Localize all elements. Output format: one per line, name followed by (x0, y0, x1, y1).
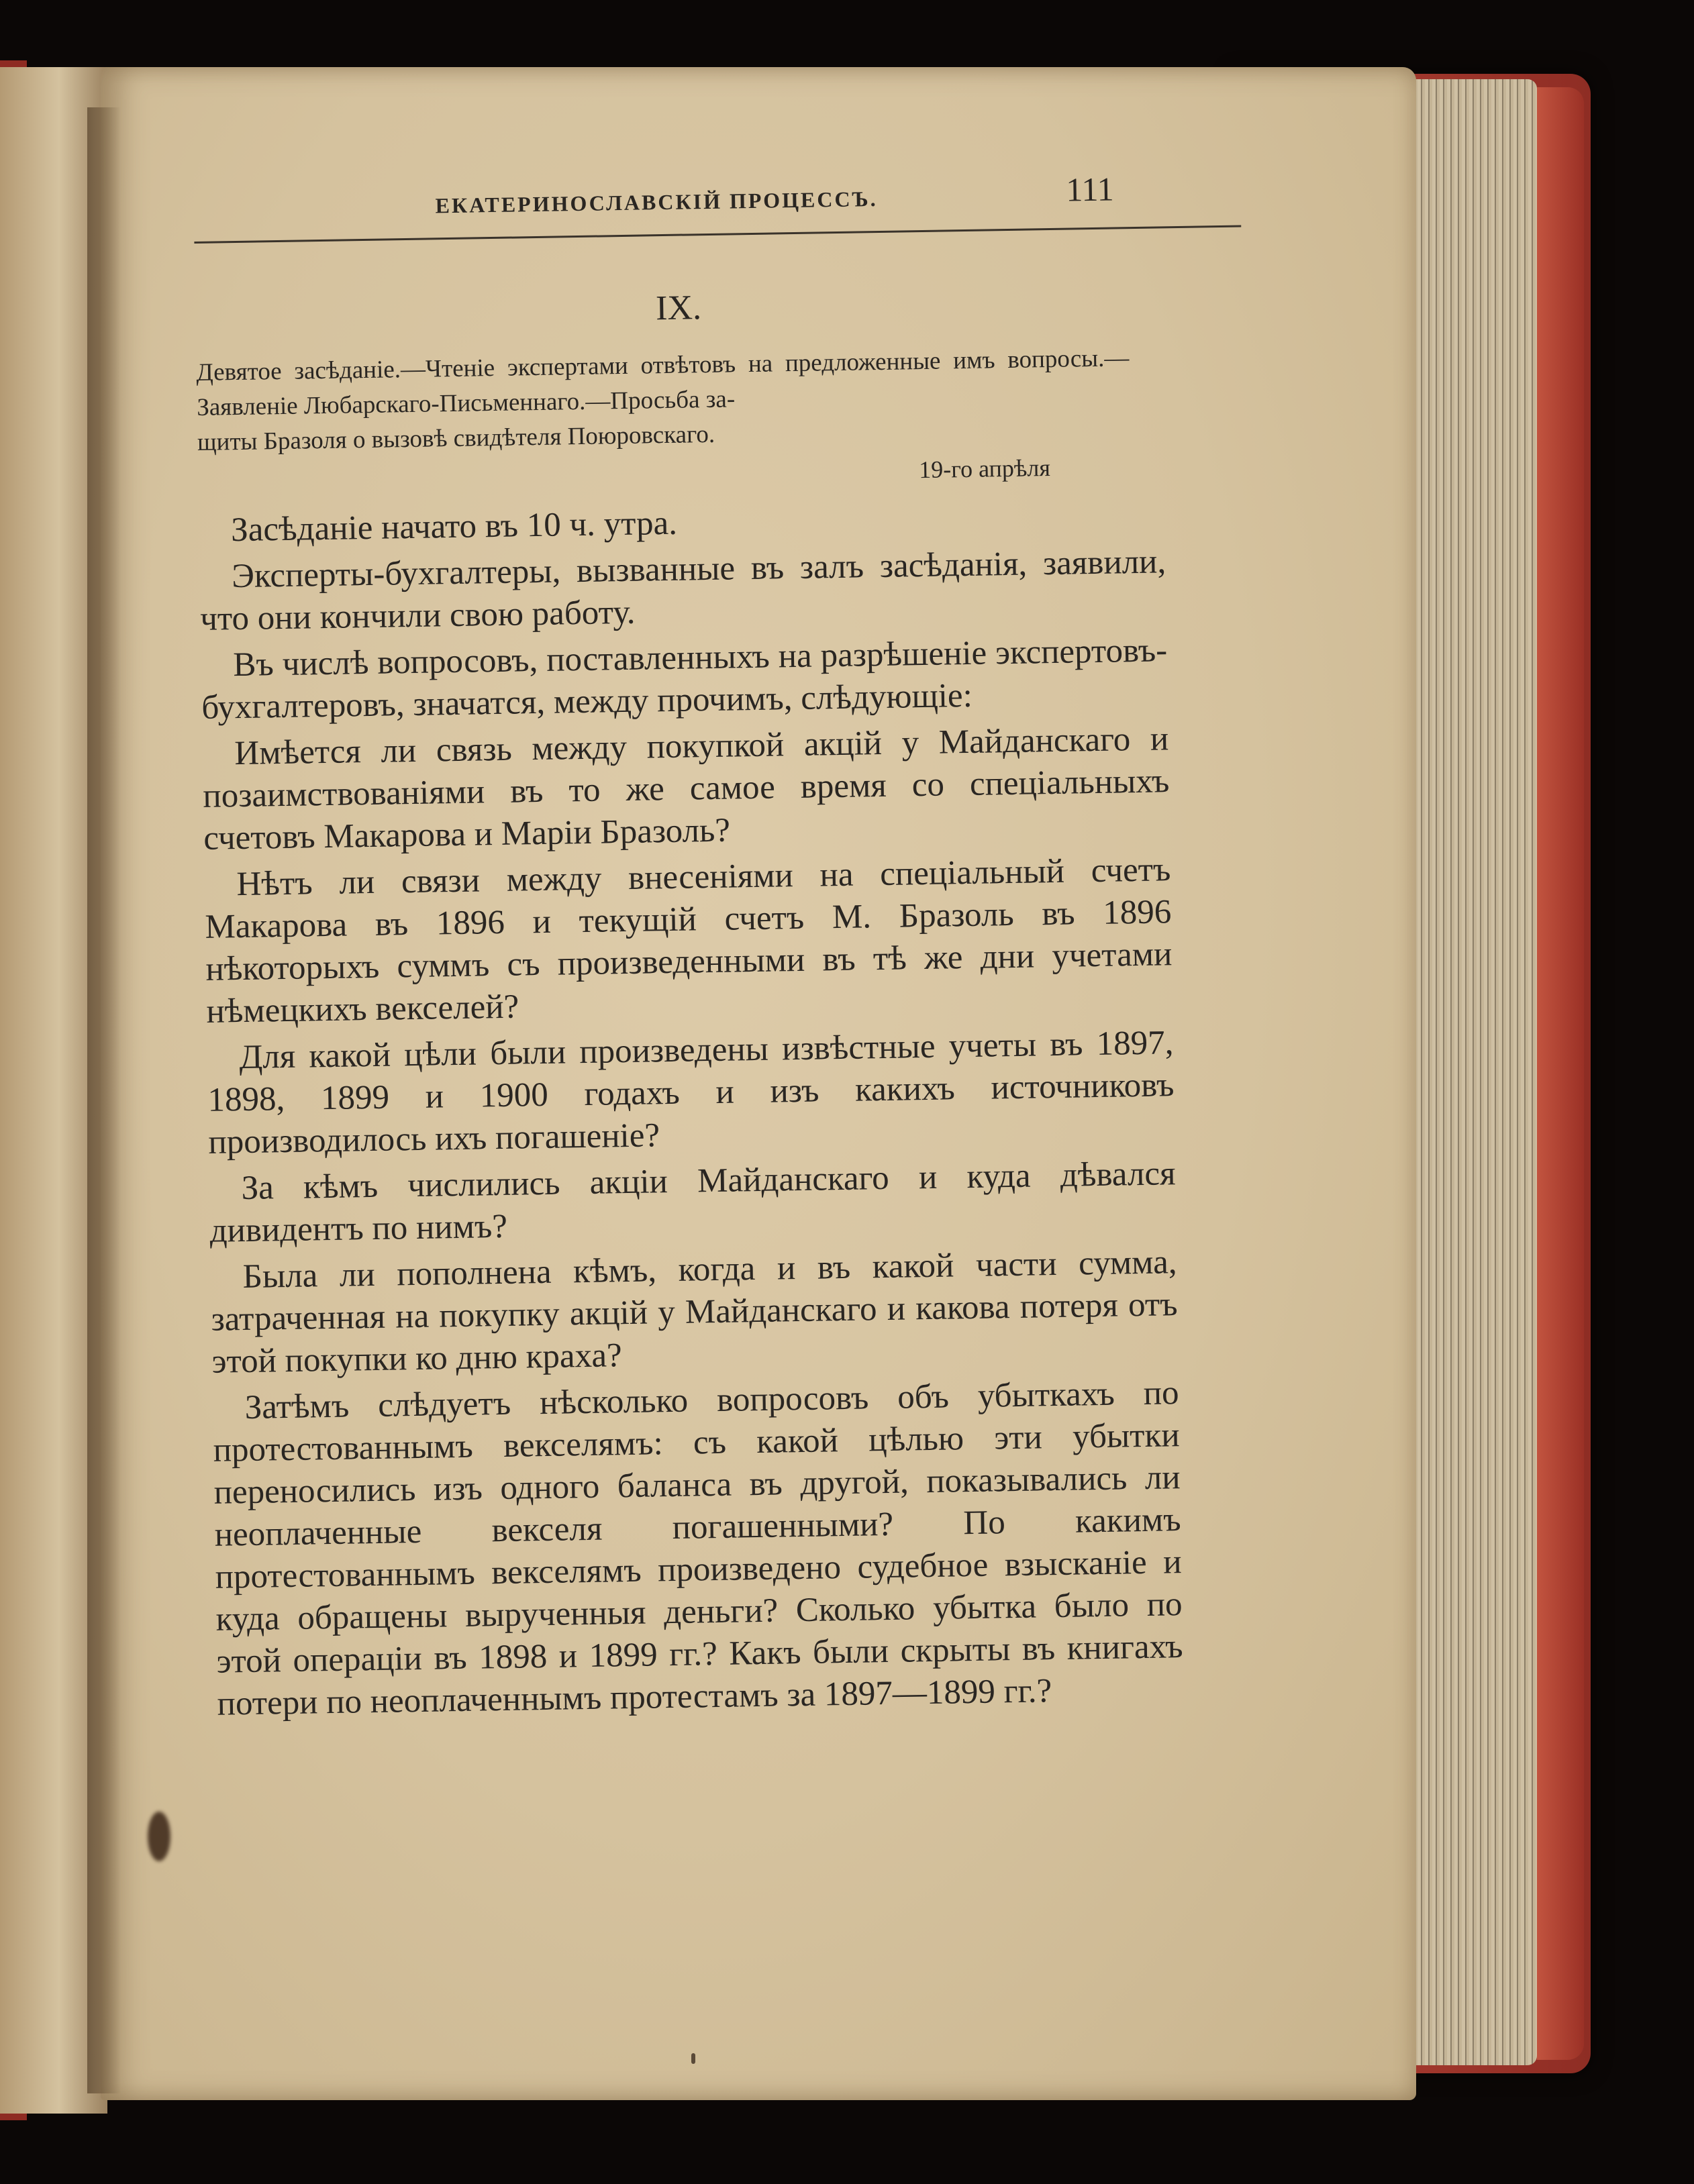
paragraph: За кѣмъ числились акціи Майданскаго и куда дѣвался дивидентъ по нимъ? (209, 1155, 1176, 1250)
page-gutter-shadow (87, 107, 121, 2093)
paragraph: Имѣется ли связь между покупкой акцій у Майданскаго и позаимствованіями въ то же самое время со спеціальныхъ счетовъ Макарова и Маріи Бразоль? (202, 720, 1170, 857)
page-edges (1403, 79, 1537, 2065)
paragraph: Въ числѣ вопросовъ, поставленныхъ на разрѣшеніе экспертовъ-бухгалтеровъ, значатся, между прочимъ, слѣдующіе: (201, 631, 1168, 727)
page-text-block (193, 164, 1264, 1729)
ink-stain (148, 1812, 170, 1861)
paper-fleck (691, 2053, 695, 2064)
paragraph: Эксперты-бухгалтеры, вызванные въ залъ засѣданія, заявили, что они кончили свою работу. (199, 543, 1166, 638)
synopsis-last: щиты Бразоля о вызовѣ свидѣтеля Поюровскаго. (197, 420, 715, 456)
session-date: 19-го апрѣля (918, 454, 1051, 484)
running-title: ЕКАТЕРИНОСЛАВСКІЙ ПРОЦЕССЪ. (435, 186, 878, 218)
chapter-number: IX. (655, 289, 702, 328)
book-page (101, 67, 1416, 2100)
paragraph: Засѣданіе начато въ 10 ч. утра. (230, 504, 678, 550)
running-head (193, 164, 1241, 243)
paragraph: Затѣмъ слѣдуетъ нѣсколько вопросовъ объ убыткахъ по протестованнымъ векселямъ: съ какой цѣлью эти убытки переносились изъ одного баланса въ другой, показывались ли неоплаченные векселя погашенными? По какимъ протестованнымъ векселямъ произведено судебное взысканіе и куда обращены вырученныя деньги? Сколько убытка было по этой операціи въ 1898 и 1899 гг.? Какъ были скрыты въ книгахъ потери по неоплаченнымъ протестамъ за 1897—1899 гг.? (213, 1374, 1183, 1723)
paragraph: Была ли пополнена кѣмъ, когда и въ какой части сумма, затраченная на покупку акцій у Майданскаго и какова потеря отъ этой покупки ко дню краха? (211, 1243, 1178, 1381)
chapter-synopsis (196, 341, 1130, 460)
book-cover-edge (1537, 87, 1584, 2060)
page-number: 111 (1065, 170, 1115, 209)
paragraph: Нѣтъ ли связи между внесеніями на спеціальный счетъ Макарова въ 1896 и текущій счетъ М. Бразоль въ 1896 нѣкоторыхъ суммъ съ произведенными въ тѣ же дни учетами нѣмецкихъ векселей? (205, 851, 1173, 1031)
paragraph: Для какой цѣли были произведены извѣстные учеты въ 1897, 1898, 1899 и 1900 годахъ и изъ какихъ источниковъ производилось ихъ погашеніе? (207, 1024, 1175, 1161)
synopsis-main: Девятое засѣданіе.—Чтеніе экспертами отвѣтовъ на предложенные имъ вопросы.—Заявленіе Любарскаго-Письменнаго.—Просьба за- (196, 344, 1130, 421)
